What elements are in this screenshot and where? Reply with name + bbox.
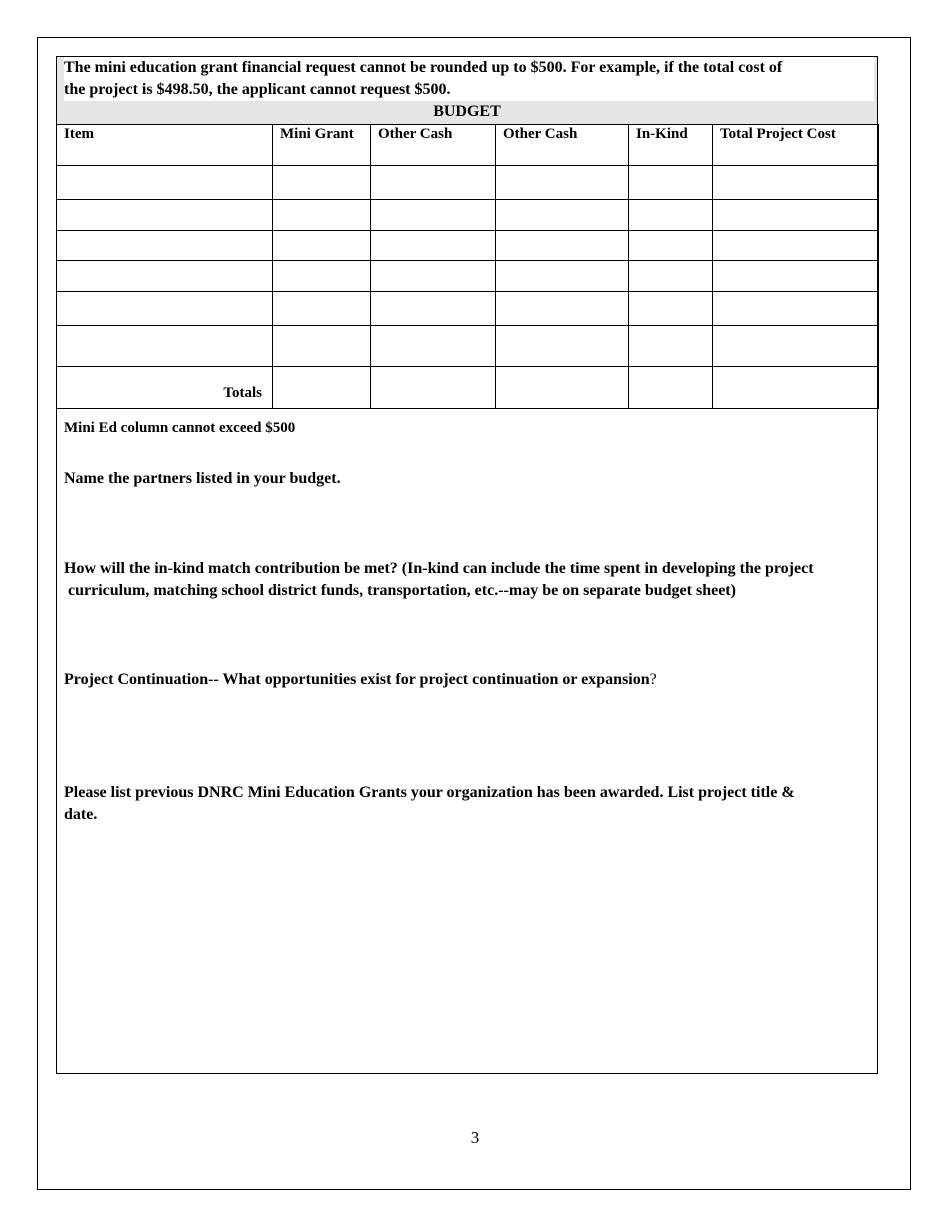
table-cell[interactable] — [273, 200, 371, 231]
inkind-question-line-2: curriculum, matching school district funds, transportation, etc.--may be on separate budget sheet) — [64, 582, 736, 599]
budget-title: BUDGET — [433, 103, 501, 120]
table-cell[interactable] — [629, 292, 713, 326]
page-number: 3 — [470, 1128, 480, 1147]
table-cell[interactable] — [371, 200, 496, 231]
table-row — [57, 261, 879, 292]
inkind-question — [64, 558, 874, 602]
budget-header-row — [57, 125, 879, 166]
column-header-in-kind: In-Kind — [629, 125, 713, 166]
inkind-question-line-1: How will the in-kind match contribution be met? (In-kind can include the time spent in developing the project — [64, 560, 814, 577]
totals-in-kind-cell[interactable] — [629, 367, 713, 409]
previous-grants-question — [64, 782, 874, 826]
table-cell[interactable] — [629, 261, 713, 292]
table-cell[interactable] — [629, 326, 713, 367]
rounding-notice-text — [64, 57, 874, 101]
table-cell[interactable] — [496, 292, 629, 326]
table-cell[interactable] — [713, 200, 879, 231]
table-cell[interactable] — [57, 231, 273, 261]
table-cell[interactable] — [371, 292, 496, 326]
table-cell[interactable] — [629, 200, 713, 231]
table-cell[interactable] — [273, 166, 371, 200]
table-cell[interactable] — [629, 166, 713, 200]
budget-form — [56, 56, 878, 1074]
column-header-total-project-cost: Total Project Cost — [713, 125, 879, 166]
table-cell[interactable] — [371, 261, 496, 292]
table-cell[interactable] — [713, 261, 879, 292]
table-cell[interactable] — [371, 166, 496, 200]
budget-table — [56, 124, 879, 409]
table-row — [57, 292, 879, 326]
totals-mini-grant-cell[interactable] — [273, 367, 371, 409]
table-row — [57, 326, 879, 367]
totals-other-cash-2-cell[interactable] — [496, 367, 629, 409]
continuation-question-text: Project Continuation-- What opportunities exist for project continuation or expansion — [64, 671, 650, 688]
table-cell[interactable] — [273, 326, 371, 367]
table-row — [57, 231, 879, 261]
column-header-other-cash-1: Other Cash — [371, 125, 496, 166]
table-cell[interactable] — [57, 326, 273, 367]
table-row — [57, 200, 879, 231]
column-header-mini-grant: Mini Grant — [273, 125, 371, 166]
totals-row — [57, 367, 879, 409]
table-cell[interactable] — [629, 231, 713, 261]
column-header-item: Item — [57, 125, 273, 166]
previous-grants-line-2: date. — [64, 806, 98, 823]
table-cell[interactable] — [496, 231, 629, 261]
table-row — [57, 166, 879, 200]
table-cell[interactable] — [273, 292, 371, 326]
totals-total-project-cost-cell[interactable] — [713, 367, 879, 409]
table-cell[interactable] — [57, 200, 273, 231]
table-cell[interactable] — [57, 261, 273, 292]
notice-line-2: the project is $498.50, the applicant cannot request $500. — [64, 81, 451, 98]
table-cell[interactable] — [496, 326, 629, 367]
table-cell[interactable] — [713, 326, 879, 367]
table-cell[interactable] — [496, 166, 629, 200]
table-cell[interactable] — [57, 292, 273, 326]
partners-question: Name the partners listed in your budget. — [64, 470, 341, 487]
rounding-notice — [57, 57, 877, 125]
continuation-question — [64, 669, 874, 691]
table-cell[interactable] — [496, 200, 629, 231]
totals-other-cash-1-cell[interactable] — [371, 367, 496, 409]
mini-ed-limit-note: Mini Ed column cannot exceed $500 — [64, 420, 296, 436]
table-cell[interactable] — [371, 326, 496, 367]
table-cell[interactable] — [57, 166, 273, 200]
continuation-question-mark: ? — [649, 671, 657, 688]
previous-grants-line-1: Please list previous DNRC Mini Education Grants your organization has been awarded. List project title & — [64, 784, 795, 801]
table-cell[interactable] — [713, 231, 879, 261]
column-header-other-cash-2: Other Cash — [496, 125, 629, 166]
table-cell[interactable] — [713, 166, 879, 200]
table-cell[interactable] — [273, 261, 371, 292]
totals-label: Totals — [57, 367, 273, 409]
table-cell[interactable] — [273, 231, 371, 261]
table-cell[interactable] — [371, 231, 496, 261]
table-cell[interactable] — [496, 261, 629, 292]
table-cell[interactable] — [713, 292, 879, 326]
notice-line-1: The mini education grant financial request cannot be rounded up to $500. For example, if the total cost of — [64, 59, 783, 76]
